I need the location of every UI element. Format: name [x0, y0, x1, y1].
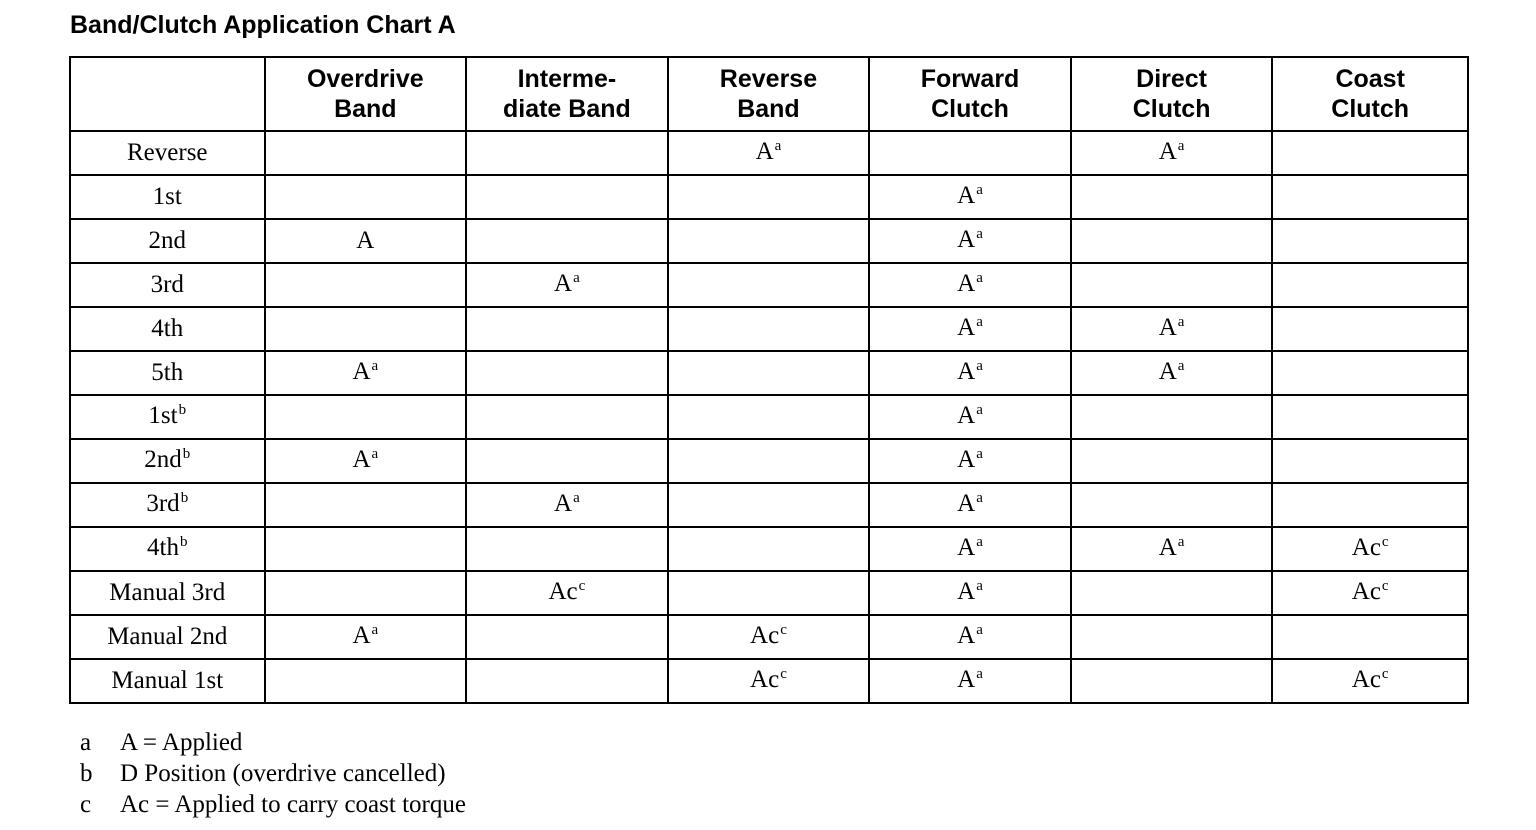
table-cell: [668, 615, 870, 659]
footnote-marker: c: [780, 665, 787, 682]
table-cell: [466, 351, 668, 395]
header-reverse-band: [668, 57, 870, 131]
table-cell: [869, 395, 1071, 439]
row-label-cell: [70, 659, 265, 703]
table-cell: [668, 219, 870, 263]
table-body: [70, 131, 1468, 703]
footnote-marker: a: [573, 489, 580, 506]
footnote-marker: a: [1177, 357, 1185, 374]
table-row: [70, 439, 1468, 483]
row-label-cell: [70, 263, 265, 307]
table-cell: [1071, 307, 1273, 351]
footnote-marker: a: [976, 401, 983, 418]
table-cell: [1071, 659, 1273, 703]
table-cell: [668, 351, 870, 395]
table-cell: [869, 615, 1071, 659]
table-cell: [466, 615, 668, 659]
header-line: Forward: [920, 65, 1020, 93]
cell-value: A: [1158, 533, 1177, 561]
table-cell: [466, 439, 668, 483]
table-cell: [1272, 527, 1468, 571]
header-forward-clutch: [869, 57, 1071, 131]
table-cell: [1272, 175, 1468, 219]
table-cell: [1071, 571, 1273, 615]
row-label: Manual 3rd: [109, 579, 226, 606]
table-cell: [1272, 615, 1468, 659]
cell-value: A: [957, 621, 976, 649]
table-row: [70, 219, 1468, 263]
table-row: [70, 527, 1468, 571]
row-label: 1st: [148, 401, 178, 429]
table-cell: [1272, 483, 1468, 527]
cell-value: A: [755, 137, 774, 165]
footnote-marker: a: [976, 357, 983, 374]
header-direct-clutch: [1071, 57, 1273, 131]
cell-value: A: [957, 665, 976, 693]
table-cell: [265, 571, 467, 615]
table-cell: [265, 351, 467, 395]
footnote-marker: a: [774, 137, 782, 154]
footnote-marker: c: [1381, 665, 1389, 682]
table-cell: [265, 527, 467, 571]
footnote-marker: a: [371, 357, 379, 374]
header-line: diate Band: [502, 95, 631, 123]
footnote-marker: b: [180, 489, 189, 506]
header-cell-corner: [70, 57, 265, 131]
footnote-text: D Position (overdrive cancelled): [120, 760, 446, 787]
table-cell: [1071, 527, 1273, 571]
footnote-item: [80, 789, 466, 820]
table-row: [70, 395, 1468, 439]
footnote-marker: a: [976, 225, 983, 242]
footnote-marker: c: [1381, 533, 1389, 550]
table-cell: [869, 571, 1071, 615]
footnote-item: [80, 758, 466, 789]
table-cell: [1272, 131, 1468, 175]
footnote-item: [80, 727, 466, 758]
footnote-marker: b: [180, 533, 188, 550]
header-line: Clutch: [1132, 95, 1211, 123]
row-label: 4th: [147, 533, 179, 561]
row-label-cell: [70, 527, 265, 571]
row-label: 3rd: [146, 489, 180, 517]
table-cell: [1272, 219, 1468, 263]
header-line: Band: [334, 95, 397, 123]
table-cell: [466, 131, 668, 175]
cell-value: A: [957, 533, 976, 561]
footnote-marker: a: [976, 445, 983, 462]
chart-title: Band/Clutch Application Chart A: [70, 11, 456, 39]
table-cell: [466, 263, 668, 307]
header-intermediate-band: [466, 57, 668, 131]
table-cell: [668, 131, 870, 175]
table-cell: [1071, 263, 1273, 307]
footnote-marker: a: [976, 577, 983, 594]
table-cell: [668, 527, 870, 571]
footnote-marker: a: [371, 621, 379, 638]
footnote-marker: a: [976, 181, 983, 198]
cell-value: A: [957, 269, 976, 297]
table-row: [70, 131, 1468, 175]
cell-value: A: [554, 269, 573, 297]
table-row: [70, 307, 1468, 351]
table-cell: [1272, 351, 1468, 395]
footnote-key: b: [80, 760, 93, 787]
header-line: Overdrive: [306, 65, 424, 93]
table-cell: [466, 527, 668, 571]
row-label-cell: [70, 571, 265, 615]
table-cell: [869, 307, 1071, 351]
row-label-cell: [70, 615, 265, 659]
cell-value: Ac: [548, 577, 578, 605]
footnote-key: a: [80, 729, 92, 756]
row-label-cell: [70, 175, 265, 219]
table-cell: [265, 483, 467, 527]
table-cell: [869, 439, 1071, 483]
table-cell: [1071, 175, 1273, 219]
footnote-marker: a: [976, 313, 983, 330]
footnote-text: Ac = Applied to carry coast torque: [120, 791, 466, 818]
table-cell: [869, 263, 1071, 307]
cell-value: A: [957, 357, 976, 385]
header-line: Clutch: [1331, 95, 1410, 123]
header-line: Clutch: [931, 95, 1009, 123]
table-cell: [466, 395, 668, 439]
footnote-marker: a: [573, 269, 580, 286]
row-label: Manual 2nd: [107, 623, 228, 650]
footnote-marker: a: [1177, 533, 1185, 550]
table-cell: [869, 659, 1071, 703]
table-cell: [1071, 395, 1273, 439]
table-cell: [466, 307, 668, 351]
table-cell: [1071, 131, 1273, 175]
table-cell: [668, 571, 870, 615]
cell-value: A: [957, 577, 976, 605]
table-row: [70, 175, 1468, 219]
table-cell: [265, 615, 467, 659]
table-cell: [1071, 483, 1273, 527]
row-label: 5th: [151, 359, 184, 386]
cell-value: A: [554, 489, 573, 517]
footnote-marker: a: [976, 269, 983, 286]
cell-value: A: [957, 401, 976, 429]
footnote-marker: a: [371, 445, 379, 462]
table-cell: [1272, 659, 1468, 703]
table-cell: [1272, 395, 1468, 439]
cell-value: A: [957, 225, 976, 253]
footnote-marker: b: [178, 401, 187, 418]
table-cell: [668, 659, 870, 703]
table-cell: [265, 307, 467, 351]
cell-value: A: [352, 621, 371, 649]
table-row: [70, 571, 1468, 615]
table-cell: [265, 175, 467, 219]
footnote-marker: a: [976, 621, 983, 638]
table-cell: [265, 219, 467, 263]
table-cell: [265, 439, 467, 483]
row-label-cell: [70, 395, 265, 439]
footnote-text: A = Applied: [120, 729, 243, 756]
cell-value: A: [352, 357, 371, 385]
footnote-marker: a: [976, 533, 983, 550]
table-cell: [1071, 615, 1273, 659]
table-cell: [466, 659, 668, 703]
row-label: 3rd: [150, 271, 184, 298]
footnotes: [80, 727, 466, 820]
cell-value: A: [352, 445, 371, 473]
footnote-marker: c: [578, 577, 586, 594]
header-line: Direct: [1136, 65, 1208, 93]
cell-value: Ac: [1351, 577, 1381, 605]
table-cell: [869, 131, 1071, 175]
table-cell: [668, 483, 870, 527]
table-cell: [466, 175, 668, 219]
footnote-marker: a: [976, 665, 983, 682]
cell-value: Ac: [1351, 665, 1381, 693]
cell-value: A: [1158, 137, 1177, 165]
row-label-cell: [70, 351, 265, 395]
cell-value: Ac: [750, 621, 780, 649]
table-cell: [869, 527, 1071, 571]
table-cell: [1071, 351, 1273, 395]
row-label-cell: [70, 439, 265, 483]
row-label-cell: [70, 483, 265, 527]
table-row: [70, 263, 1468, 307]
row-label: 1st: [152, 183, 182, 210]
table-cell: [869, 175, 1071, 219]
header-coast-clutch: [1272, 57, 1468, 131]
cell-value: Ac: [1351, 533, 1381, 561]
table-cell: [1071, 439, 1273, 483]
table-cell: [1272, 571, 1468, 615]
header-line: Reverse: [719, 65, 818, 93]
row-label: 4th: [151, 315, 184, 342]
table-cell: [265, 131, 467, 175]
header-overdrive-band: [265, 57, 467, 131]
row-label-cell: [70, 219, 265, 263]
table-cell: [466, 483, 668, 527]
table-cell: [668, 175, 870, 219]
table-cell: [668, 439, 870, 483]
cell-value: A: [356, 227, 375, 254]
header-row: [70, 57, 1468, 131]
footnote-marker: b: [182, 445, 191, 462]
table-cell: [1272, 263, 1468, 307]
table-cell: [1272, 307, 1468, 351]
footnote-marker: a: [976, 489, 983, 506]
footnote-key: c: [80, 791, 92, 818]
table-cell: [869, 483, 1071, 527]
header-line: Interme-: [517, 65, 617, 93]
table-cell: [869, 219, 1071, 263]
row-label: Manual 1st: [111, 667, 224, 694]
table-cell: [668, 395, 870, 439]
row-label: 2nd: [148, 227, 187, 254]
row-label: 2nd: [144, 445, 182, 473]
cell-value: A: [1158, 357, 1177, 385]
table-row: [70, 483, 1468, 527]
table-row: [70, 351, 1468, 395]
cell-value: A: [957, 313, 976, 341]
table-cell: [466, 571, 668, 615]
table-cell: [1071, 219, 1273, 263]
footnote-marker: c: [780, 621, 787, 638]
cell-value: Ac: [750, 665, 780, 693]
table-row: [70, 659, 1468, 703]
table-cell: [265, 395, 467, 439]
cell-value: A: [1158, 313, 1177, 341]
header-line: Band: [737, 95, 800, 123]
table-cell: [869, 351, 1071, 395]
table-cell: [466, 219, 668, 263]
row-label-cell: [70, 307, 265, 351]
band-clutch-application-table: [69, 56, 1469, 704]
table-cell: [265, 659, 467, 703]
table-row: [70, 615, 1468, 659]
table-cell: [1272, 439, 1468, 483]
row-label: Reverse: [127, 139, 208, 166]
cell-value: A: [957, 445, 976, 473]
row-label-cell: [70, 131, 265, 175]
footnote-marker: a: [1177, 313, 1185, 330]
footnote-marker: a: [1177, 137, 1185, 154]
table-cell: [265, 263, 467, 307]
cell-value: A: [957, 489, 976, 517]
header-line: Coast: [1335, 65, 1405, 93]
footnote-marker: c: [1381, 577, 1389, 594]
cell-value: A: [957, 181, 976, 209]
table-cell: [668, 307, 870, 351]
table-cell: [668, 263, 870, 307]
